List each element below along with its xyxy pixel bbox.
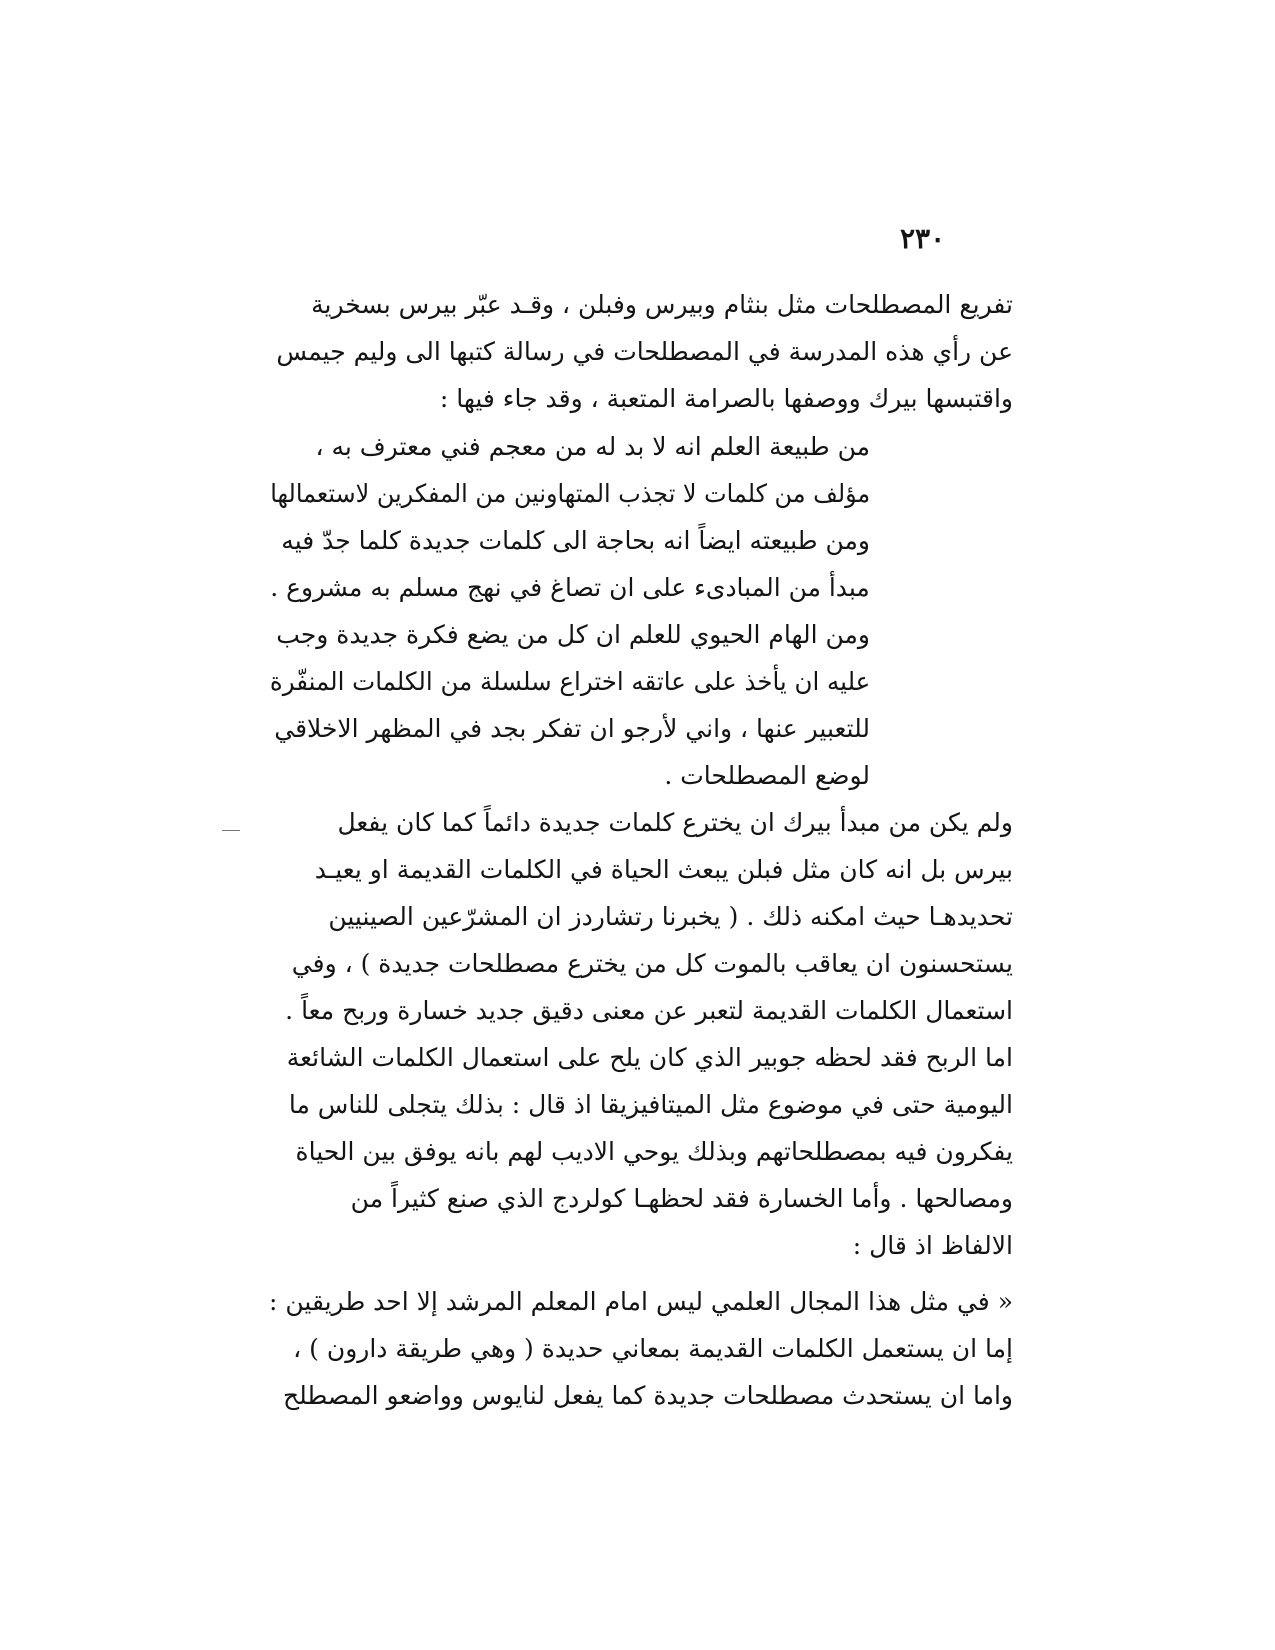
page-number: ٢٣٠ [900, 222, 946, 255]
body-text-line: عن رأي هذه المدرسة في المصطلحات في رسالة كتبها الى وليم جيمس [276, 337, 1013, 366]
quote-text-line: مبدأ من المبادىء على ان تصاغ في نهج مسلم به مشروع . [270, 573, 870, 602]
quote-text-line: إما ان يستعمل الكلمات القديمة بمعاني حديدة ( وهي طريقة دارون ) ، [293, 1334, 1013, 1363]
body-text-line: اما الربح فقد لحظه جوبير الذي كان يلح على استعمال الكلمات الشائعة [286, 1043, 1013, 1072]
quote-text-line: ومن الهام الحيوي للعلم ان كل من يضع فكرة جديدة وجب [276, 620, 870, 649]
body-text-line: الالفاظ اذ قال : [852, 1231, 1013, 1260]
body-text-line: ولم يكن من مبدأ بيرك ان يخترع كلمات جديدة دائماً كما كان يفعل [337, 808, 1013, 837]
quote-text-line: لوضع المصطلحات . [664, 761, 870, 790]
body-text-line: يستحسنون ان يعاقب بالموت كل من يخترع مصطلحات جديدة ) ، وفي [291, 949, 1013, 978]
quote-text-line: « في مثل هذا المجال العلمي ليس امام المعلم المرشد إلا احد طريقين : [269, 1287, 1013, 1316]
body-text-line: ومصالحها . وأما الخسارة فقد لحظهـا كولردج الذي صنع كثيراً من [350, 1184, 1013, 1213]
scan-mark [222, 830, 240, 831]
quote-text-line: واما ان يستحدث مصطلحات جديدة كما يفعل لنايوس وواضعو المصطلح [282, 1381, 1013, 1410]
body-text-line: بيرس بل انه كان مثل فبلن يبعث الحياة في الكلمات القديمة او يعيـد [314, 855, 1013, 884]
quote-text-line: مؤلف من كلمات لا تجذب المتهاونين من المفكرين لاستعمالها [270, 479, 870, 508]
body-text-line: استعمال الكلمات القديمة لتعبر عن معنى دقيق جديد خسارة وربح معاً . [285, 996, 1013, 1025]
body-text-line: تحديدهـا حيث امكنه ذلك . ( يخبرنا رتشاردز ان المشرّعين الصينيين [328, 902, 1013, 931]
body-text-line: اليومية حتى في موضوع مثل الميتافيزيقا اذ قال : بذلك يتجلى للناس ما [288, 1090, 1013, 1119]
quote-text-line: ومن طبيعته ايضاً انه بحاجة الى كلمات جديدة كلما جدّ فيه [281, 526, 870, 555]
quote-text-line: من طبيعة العلم انه لا بد له من معجم فني معترف به ، [315, 432, 870, 461]
quote-text-line: عليه ان يأخذ على عاتقه اختراع سلسلة من الكلمات المنفّرة [269, 667, 870, 696]
body-text-line: واقتبسها بيرك ووصفها بالصرامة المتعبة ، وقد جاء فيها : [439, 384, 1013, 413]
body-text-line: يفكرون فيه بمصطلحاتهم وبذلك يوحي الاديب لهم بانه يوفق بين الحياة [295, 1137, 1013, 1166]
body-text-line: تفريع المصطلحات مثل بنثام وبيرس وفبلن ، وقـد عبّر بيرس بسخرية [311, 290, 1013, 319]
quote-text-line: للتعبير عنها ، واني لأرجو ان تفكر بجد في المظهر الاخلاقي [274, 714, 870, 743]
